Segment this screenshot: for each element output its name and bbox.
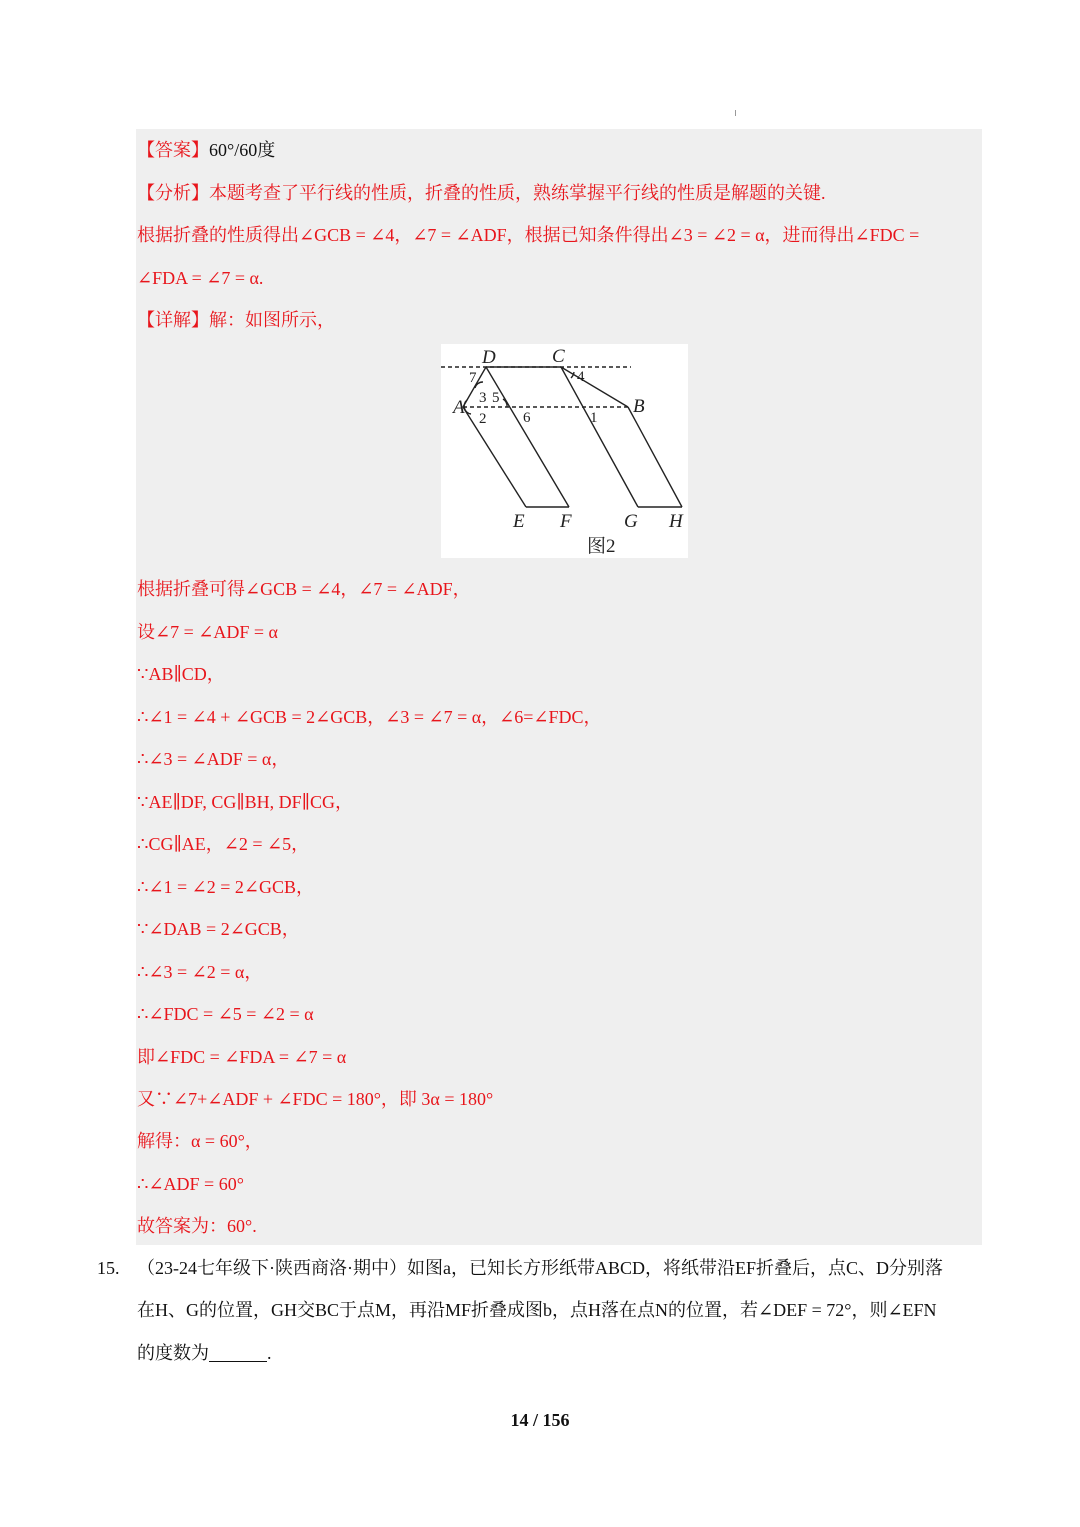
page-sep: /: [528, 1410, 543, 1430]
detail-line: [137, 308, 335, 332]
segment-ae: [463, 407, 526, 507]
angle-label-7: 7: [469, 370, 477, 386]
step-line: 设∠7 = ∠ADF = α: [137, 622, 278, 642]
step-line: 故答案为：60°.: [137, 1216, 257, 1236]
step-line: 又∵∠7+∠ADF + ∠FDC = 180°，即 3α = 180°: [137, 1089, 494, 1109]
question-number: 15.: [97, 1258, 120, 1278]
angle-label-3: 3: [479, 390, 487, 406]
step-line: 即∠FDC = ∠FDA = ∠7 = α: [137, 1047, 347, 1067]
segment-cb: [561, 367, 628, 407]
question-line-2: 在H、G的位置，GH交BC于点M，再沿MF折叠成图b，点H落在点N的位置，若∠DEF = 72°，则∠EFN: [137, 1300, 937, 1320]
segment-df: [486, 367, 569, 507]
step-line: 解得：α = 60°，: [137, 1131, 263, 1151]
segment-cg: [561, 367, 638, 507]
question-period: .: [267, 1343, 272, 1363]
question-line-3-text: 的度数为: [137, 1343, 209, 1363]
step-line: ∵AB∥CD，: [137, 664, 225, 684]
analysis-line-1: 根据折叠的性质得出∠GCB = ∠4，∠7 = ∠ADF，根据已知条件得出∠3 = ∠2 = α，进而得出∠FDC =: [137, 225, 920, 245]
question-line-1: （23-24七年级下·陕西商洛·期中）如图a，已知长方形纸带ABCD，将纸带沿EF折叠后，点C、D分别落: [137, 1258, 943, 1278]
label-c: C: [552, 346, 565, 367]
detail-tag: 【详解】: [137, 310, 209, 330]
answer-blank: [209, 1343, 267, 1362]
answer-tag: 【答案】: [137, 140, 209, 160]
label-f: F: [560, 511, 572, 532]
step-line: ∵∠DAB = 2∠GCB，: [137, 919, 300, 939]
step-line: ∴∠ADF = 60°: [137, 1174, 244, 1194]
angle-label-1: 1: [590, 410, 598, 426]
label-h: H: [669, 511, 683, 532]
answer-analysis-box: [136, 129, 982, 1245]
step-line: 根据折叠可得∠GCB = ∠4，∠7 = ∠ADF，: [137, 579, 471, 599]
detail-text: 解：如图所示，: [209, 310, 335, 330]
label-g: G: [624, 511, 638, 532]
page-total: 156: [542, 1410, 570, 1430]
step-line: ∴∠3 = ∠ADF = α，: [137, 749, 290, 769]
angle-label-2: 2: [479, 411, 487, 427]
analysis-line: [137, 181, 826, 205]
label-b: B: [633, 396, 645, 417]
segment-bh: [628, 407, 682, 507]
figure-caption: 图2: [587, 536, 616, 557]
step-line: ∴∠FDC = ∠5 = ∠2 = α: [137, 1004, 314, 1024]
label-a: A: [453, 397, 465, 418]
page-mark: [735, 110, 736, 116]
step-line: ∴CG∥AE，∠2 = ∠5，: [137, 834, 310, 854]
analysis-text: 本题考查了平行线的性质，折叠的性质，熟练掌握平行线的性质是解题的关键.: [209, 183, 826, 203]
page-number: [0, 1410, 1080, 1431]
step-line: ∵AE∥DF, CG∥BH, DF∥CG，: [137, 792, 353, 812]
fold-figure: [441, 344, 688, 558]
step-line: ∴∠3 = ∠2 = α，: [137, 962, 263, 982]
answer-line: [137, 138, 275, 162]
angle-label-5: 5: [492, 390, 500, 406]
answer-value: 60°/60度: [209, 140, 276, 160]
label-d: D: [482, 347, 496, 368]
question-line-3: [137, 1341, 272, 1365]
angle-label-4: 4: [577, 369, 585, 385]
angle-label-6: 6: [523, 410, 531, 426]
page-current: 14: [510, 1410, 529, 1430]
step-line: ∴∠1 = ∠4 + ∠GCB = 2∠GCB，∠3 = ∠7 = α，∠6=∠FDC，: [137, 707, 602, 727]
analysis-tag: 【分析】: [137, 183, 209, 203]
step-line: ∴∠1 = ∠2 = 2∠GCB，: [137, 877, 315, 897]
analysis-line-2: ∠FDA = ∠7 = α.: [137, 268, 264, 288]
label-e: E: [513, 511, 525, 532]
